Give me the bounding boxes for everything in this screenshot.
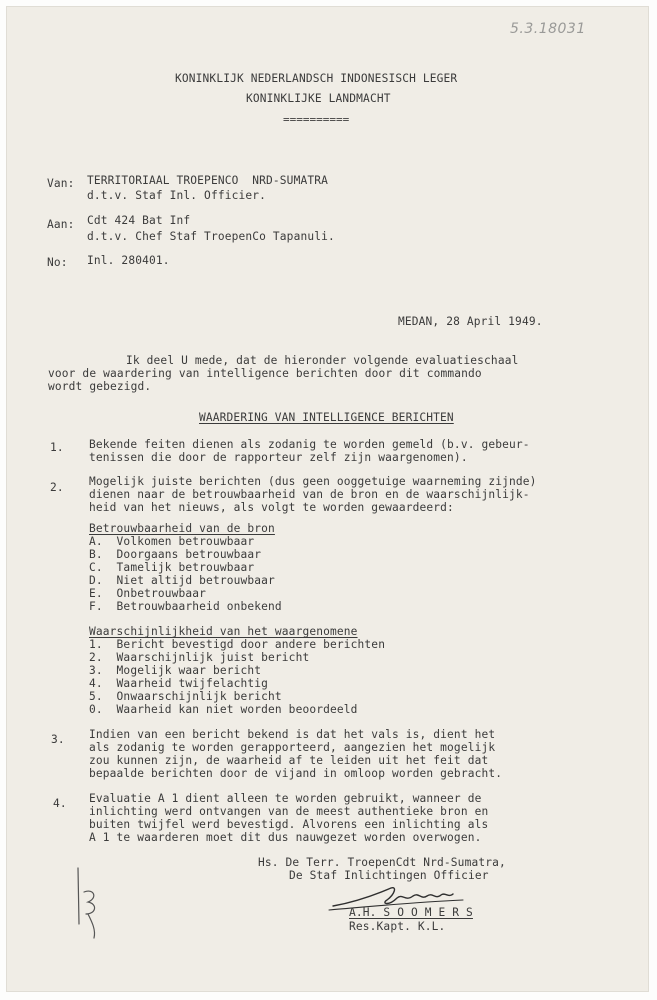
aan-label: Aan: [47,218,75,231]
signature-line-2: De Staf Inlichtingen Officier [289,869,489,882]
van-label: Van: [47,177,75,190]
header-line-1: KONINKLIJK NEDERLANDSCH INDONESISCH LEGER [175,72,458,85]
point-1-line-2: tenissen die door de rapporteur zelf zijn waargenomen). [89,451,468,464]
signatory-name: A.H. S O O M E R S [349,906,473,919]
intro-line-3: wordt gebezigd. [48,380,152,393]
reliability-item: F. Betrouwbaarheid onbekend [89,600,282,613]
reliability-title: Betrouwbaarheid van de bron [89,522,275,535]
point-1-line-1: Bekende feiten dienen als zodanig te worden gemeld (b.v. gebeur- [89,438,530,451]
point-2-line-1: Mogelijk juiste berichten (dus geen ooggetuige waarneming zijnde) [89,475,537,488]
reliability-item: A. Volkomen betrouwbaar [89,535,255,548]
point-3-line-3: zou kunnen zijn, de waarheid af te leiden uit het feit dat [89,754,489,767]
aan-line-2: d.t.v. Chef Staf TroepenCo Tapanuli. [87,230,335,243]
reliability-item: C. Tamelijk betrouwbaar [89,561,255,574]
point-4-line-1: Evaluatie A 1 dient alleen te worden gebruikt, wanneer de [89,792,482,805]
signatory-rank: Res.Kapt. K.L. [349,920,446,933]
probability-item: 0. Waarheid kan niet worden beoordeeld [89,703,358,716]
no-label: No: [47,256,68,269]
van-line-1: TERRITORIAAL TROEPENCO NRD-SUMATRA [87,174,328,187]
van-line-2: d.t.v. Staf Inl. Officier. [87,189,267,202]
intro-line-1: Ik deel U mede, dat de hieronder volgende evaluatieschaal [126,354,519,367]
point-2-line-3: heid van het nieuws, als volgt te worden gewaardeerd: [89,501,454,514]
no-value: Inl. 280401. [87,254,170,267]
reliability-item: B. Doorgaans betrouwbaar [89,548,262,561]
point-3-number: 3. [51,733,65,746]
probability-item: 2. Waarschijnlijk juist bericht [89,651,310,664]
point-4-line-2: inlichting werd ontvangen van de meest authentieke bron en [89,805,489,818]
header-rule: ========== [283,113,350,126]
reliability-item: E. Onbetrouwbaar [89,587,207,600]
aan-line-1: Cdt 424 Bat Inf [87,214,191,227]
probability-title: Waarschijnlijkheid van het waargenomene [89,625,358,638]
point-2-number: 2. [50,481,64,494]
probability-item: 4. Waarheid twijfelachtig [89,677,269,690]
pencil-margin-mark [70,862,110,942]
point-3-line-2: als zodanig te worden gerapporteerd, aangezien het mogelijk [89,741,496,754]
point-4-line-4: A 1 te waarderen moet dit dus nauwgezet worden overwogen. [89,831,482,844]
date-line: MEDAN, 28 April 1949. [398,315,543,328]
intro-line-2: voor de waardering van intelligence berichten door dit commando [48,367,482,380]
probability-item: 3. Mogelijk waar bericht [89,664,262,677]
signature-line-1: Hs. De Terr. TroepenCdt Nrd-Sumatra, [258,856,506,869]
section-title: WAARDERING VAN INTELLIGENCE BERICHTEN [199,411,454,424]
point-4-line-3: buiten twijfel werd bevestigd. Alvorens een inlichting als [89,818,489,831]
point-3-line-1: Indien van een bericht bekend is dat het vals is, dient het [89,728,496,741]
reliability-item: D. Niet altijd betrouwbaar [89,574,275,587]
point-4-number: 4. [53,797,67,810]
point-2-line-2: dienen naar de betrouwbaarheid van de bron en de waarschijnlijk- [89,488,530,501]
point-3-line-4: bepaalde berichten door de vijand in omloop worden gebracht. [89,767,503,780]
archive-number: 5.3.18031 [510,21,586,37]
probability-item: 1. Bericht bevestigd door andere berichten [89,638,386,651]
header-line-2: KONINKLIJKE LANDMACHT [246,92,391,105]
probability-item: 5. Onwaarschijnlijk bericht [89,690,282,703]
point-1-number: 1. [50,441,64,454]
